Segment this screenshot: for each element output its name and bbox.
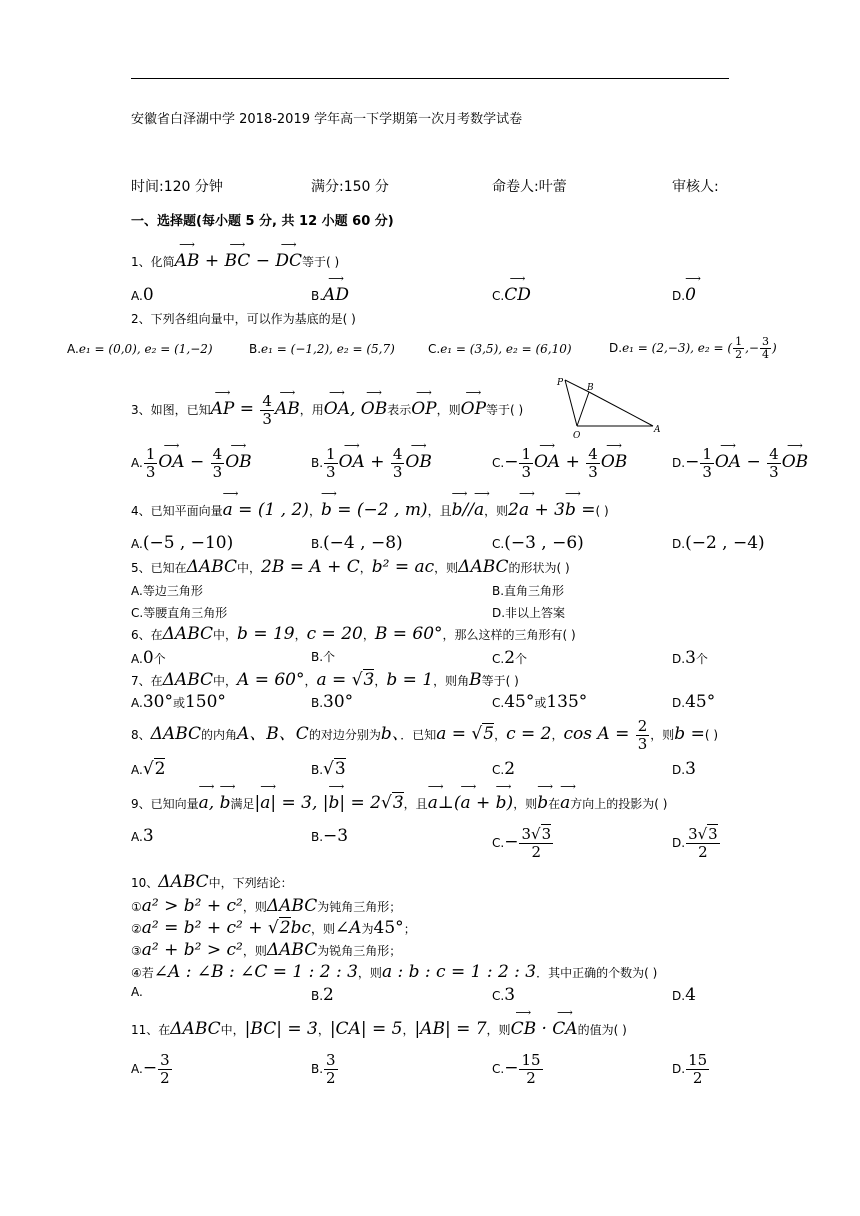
q10-statement-1: ①a² > b² + c²，则ΔABC为钝角三角形；: [131, 896, 402, 916]
q6-option-a: A.0个: [131, 648, 166, 668]
q2-option-b: B.e₁ = (−1,2), e₂ = (5,7): [249, 342, 395, 356]
q4-option-a: A.(−5 , −10): [131, 533, 234, 553]
q4-option-c: C.(−3 , −6): [492, 533, 584, 553]
q4-option-d: D.(−2 , −4): [672, 533, 765, 553]
q2-option-a: A.e₁ = (0,0), e₂ = (1,−2): [67, 342, 213, 356]
q11-option-b: B. $\frac{3}{2}$: [311, 1051, 336, 1087]
q3-option-c: C.− $\frac{1}{3}$ ⟶ OA + $\frac{4}{3}$ ⟶ OB: [492, 446, 627, 481]
q7-option-a: A.30°或150°: [131, 692, 226, 712]
q11-option-d: D. $\frac{15}{2}$: [672, 1051, 708, 1087]
q10-option-a: A.: [131, 985, 143, 999]
q6-option-b: B.个: [311, 650, 336, 664]
q10-statement-2: ②a² = b² + c² + √2bc，则∠A为45°；: [131, 918, 416, 938]
q5-option-d: D.非以上答案: [492, 606, 566, 620]
question-9: 9、已知向量⟶ a, ⟶ b满足|⟶ a| = 3, |⟶ b| = 2√3，且⟶ a⊥(⟶ a + ⟶ b)，则⟶ b在⟶ a方向上的投影为( ): [131, 793, 667, 813]
q10-option-b: B.2: [311, 985, 334, 1005]
q7-option-c: C.45°或135°: [492, 692, 588, 712]
q8-option-b: B.√3: [311, 759, 346, 779]
q1-option-c: C.⟶ CD: [492, 285, 531, 305]
q1-option-a: A.0: [131, 285, 154, 305]
q7-option-d: D.45°: [672, 692, 716, 712]
paper-title: 安徽省白泽湖中学 2018-2019 学年高一下学期第一次月考数学试卷: [131, 112, 523, 127]
q3-option-a: A. $\frac{1}{3}$ ⟶ OA − $\frac{4}{3}$ ⟶ OB: [131, 446, 252, 481]
q7-option-b: B.30°: [311, 692, 354, 712]
triangle-figure: [553, 372, 665, 440]
question-6: 6、在ΔABC中，b = 19，c = 20，B = 60°，那么这样的三角形有( ): [131, 624, 576, 644]
question-10: 10、ΔABC中，下列结论：: [131, 872, 293, 892]
info-setter: 命卷人:叶蕾: [492, 179, 567, 195]
q6-option-c: C.2个: [492, 648, 528, 668]
q10-statement-4: ④若∠A : ∠B : ∠C = 1 : 2 : 3，则a : b : c = 1 : 2 : 3．其中正确的个数为( ): [131, 962, 658, 982]
q11-option-a: A.− $\frac{3}{2}$: [131, 1051, 170, 1087]
q8-option-a: A.√2: [131, 759, 166, 779]
top-rule: [131, 78, 729, 79]
info-reviewer: 审核人:: [672, 179, 719, 195]
q3-option-d: D.− $\frac{1}{3}$ ⟶ OA − $\frac{4}{3}$ ⟶ OB: [672, 446, 808, 481]
q2-option-c: C.e₁ = (3,5), e₂ = (6,10): [428, 342, 572, 356]
q10-statement-3: ③a² + b² > c²，则ΔABC为锐角三角形；: [131, 940, 402, 960]
question-8: 8、ΔABC的内角A、B、C的对边分别为b、．已知a = √5，c = 2，cos A = $\frac{2}{3}$ ，则b =( ): [131, 717, 719, 753]
point-b-label: B: [587, 383, 594, 393]
q6-option-d: D.3个: [672, 648, 708, 668]
section-title: 一、选择题(每小题 5 分, 共 12 小题 60 分): [131, 214, 394, 229]
question-5: 5、已知在ΔABC中，2B = A + C，b² = ac，则ΔABC的形状为( ): [131, 557, 570, 577]
q10-option-c: C.3: [492, 985, 516, 1005]
question-1: 1、化简⟶ AB + ⟶ BC − ⟶ DC等于( ): [131, 251, 339, 271]
question-7: 7、在ΔABC中，A = 60°，a = √3，b = 1，则角B等于( ): [131, 670, 519, 690]
q1-option-d: D.⟶ 0: [672, 285, 696, 305]
question-2: 2、下列各组向量中，可以作为基底的是( ): [131, 312, 356, 326]
q4-option-b: B.(−4 , −8): [311, 533, 403, 553]
q2-option-d: D.e₁ = (2,−3), e₂ = ( $\frac{1}{2}$ ,− $\frac{3}{4}$ ): [609, 335, 777, 361]
q5-option-b: B.直角三角形: [492, 584, 565, 598]
q3-option-b: B. $\frac{1}{3}$ ⟶ OA + $\frac{4}{3}$ ⟶ OB: [311, 446, 432, 481]
q9-option-b: B.−3: [311, 826, 349, 846]
q8-option-d: D.3: [672, 759, 696, 779]
q5-option-a: A.等边三角形: [131, 584, 203, 598]
info-time: 时间:120 分钟: [131, 179, 223, 195]
q11-option-c: C.− $\frac{15}{2}$: [492, 1051, 541, 1087]
question-4: 4、已知平面向量⟶ a = (1 , 2)，⟶ b = (−2 , m)，且⟶ b//⟶ a，则2⟶ a + 3⟶ b =( ): [131, 500, 609, 520]
point-p-label: P: [557, 378, 564, 388]
question-11: 11、在ΔABC中，|BC| = 3，|CA| = 5，|AB| = 7，则⟶ CB · ⟶ CA的值为( ): [131, 1019, 627, 1039]
q1-option-b: B.⟶ AD: [311, 285, 349, 305]
question-3: 3、如图，已知⟶ AP = $\frac{4}{3}$ ⟶ AB，用⟶ OA, ⟶ OB表示⟶ OP，则⟶ OP等于( ): [131, 393, 523, 428]
info-score: 满分:150 分: [311, 179, 389, 195]
q9-option-a: A.3: [131, 826, 154, 846]
q9-option-c: C.− $\frac{3√3}{2}$: [492, 825, 552, 861]
point-o-label: O: [573, 431, 581, 440]
q10-option-d: D.4: [672, 985, 696, 1005]
q9-option-d: D. $\frac{3√3}{2}$: [672, 825, 718, 861]
q5-option-c: C.等腰直角三角形: [131, 606, 228, 620]
q8-option-c: C.2: [492, 759, 516, 779]
point-a-label: A: [654, 425, 661, 435]
